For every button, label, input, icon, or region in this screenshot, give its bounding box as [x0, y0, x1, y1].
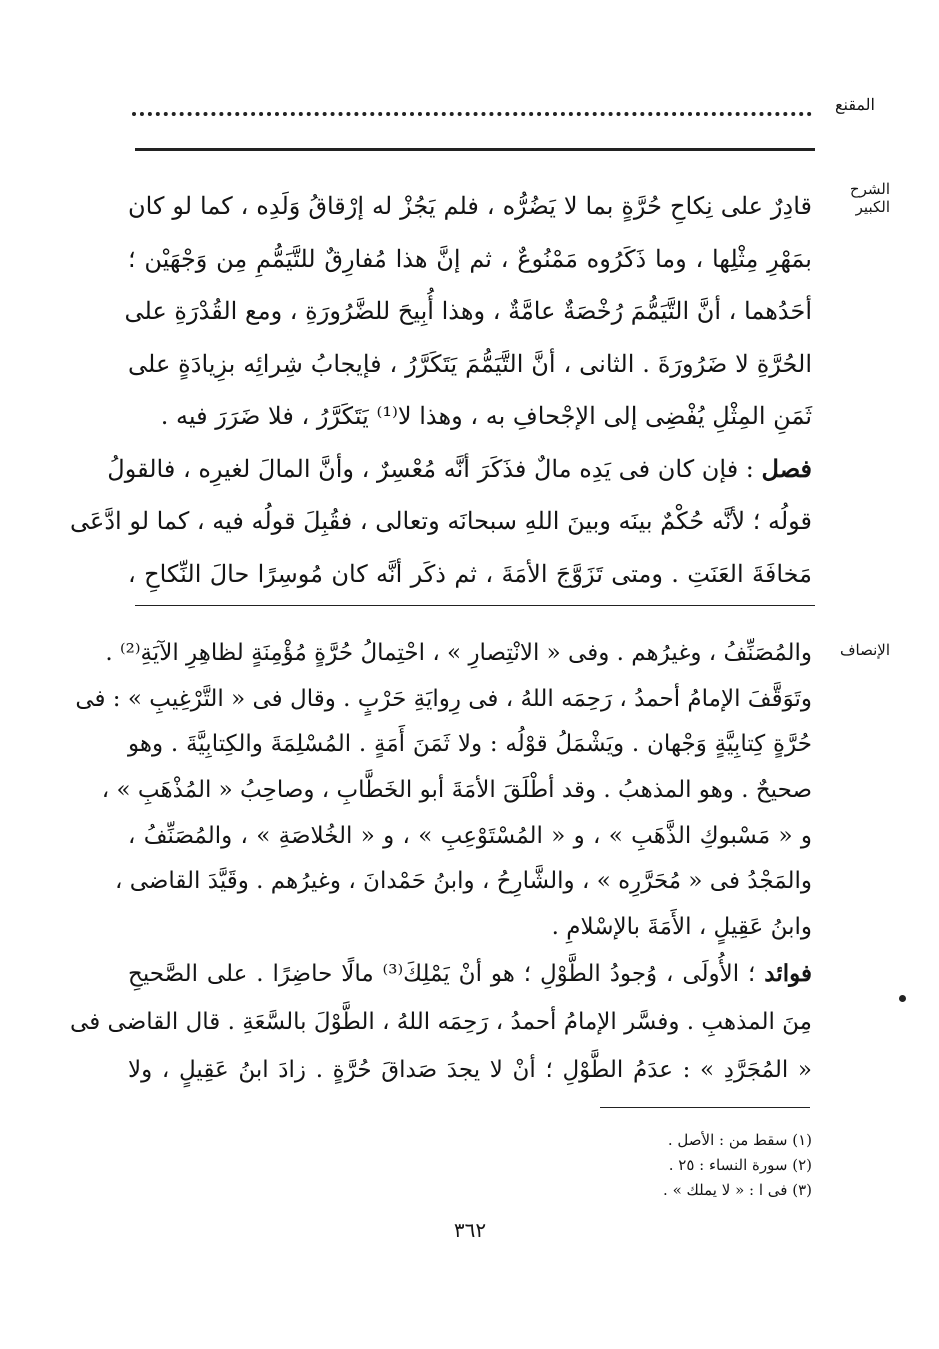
footnote-rule — [600, 1107, 810, 1108]
sharh-text — [70, 180, 812, 600]
text-line: والمُصَنِّفُ ، وغيرُهم . وفى « الانْتِصارِ » ، احْتِمالُ حُرَّةٍ مُؤْمِنَةٍ لظاهِرِ الآيَةِ⁽²⁾ . — [105, 640, 812, 666]
fawaid-line — [128, 950, 812, 998]
text-line: أحَدُهما ، أنَّ التَّيَمُّمَ رُخْصَةٌ عامَّةٌ ، وهذا أُبِيحَ للضَّرُورَةِ ، ومع القُدْرَةِ على — [124, 297, 812, 325]
fawaid-text: ؛ الأُولَى ، وُجودُ الطَّوْلِ ؛ هو أنْ يَمْلِكَ⁽³⁾ مالًا حاضِرًا . على الصَّحيحِ — [128, 961, 765, 987]
fasl-line — [107, 443, 812, 496]
fawaid-text — [70, 950, 813, 1094]
text-line: والمَجْدُ فى « مُحَرَّرِه » ، والشَّارِحُ ، وابنُ حَمْدانَ ، وغيرُهم . وقَيَّدَ القاضى ، — [114, 868, 812, 895]
text-line: صحيحٌ . وهو المذهبُ . وقد أطْلَقَ الأمَةَ أبو الخَطَّابِ ، وصاحِبُ « المُذْهَبِ » ، — [101, 777, 812, 804]
book-title: المقنع — [834, 95, 875, 114]
text-line: قادِرٌ على نِكاحِ حُرَّةٍ بما لا يَضُرُّه ، فلم يَجُزْ له إرْقاقُ وَلَدِه ، كما لو كان — [128, 192, 812, 220]
text-line: مَخافَةَ العَنَتِ . ومتى تَزَوَّجَ الأمَةَ ، ثم ذكَر أنَّه كان مُوسِرًا حالَ النِّكاحِ ، — [128, 559, 812, 588]
text-line: قولُه ؛ لأنَّه حُكْمٌ بينَه وبينَ اللهِ سبحانَه وتعالى ، فقُبِلَ قولُه فيه ، كما لو ادَّعَى — [70, 507, 812, 535]
insaf-text — [75, 631, 812, 951]
text-line: « المُجَرَّدِ » : عدَمُ الطَّوْلِ ؛ أنْ لا يجدَ صَداقَ حُرَّةٍ . زادَ ابنُ عَقِيلٍ ، ولا — [128, 1057, 812, 1083]
text-line: وابنُ عَقِيلٍ ، الأَمَةَ بالإسْلامِ . — [551, 914, 812, 941]
text-line: ثَمَنِ المِثْلِ يُفْضِى إلى الإجْحافِ به ، وهذا لا⁽¹⁾ يَتَكَرَّرُ ، فلا ضَرَرَ فيه . — [160, 402, 812, 430]
fasl-heading: فصل — [761, 453, 812, 483]
text-line: الحُرَّةِ لا ضَرُورَةَ . الثانى ، أنَّ التَّيَمُّمَ يَتَكَرَّرُ ، فإيجابُ شِرائِه بزِيادَةٍ على — [128, 349, 812, 378]
text-line: حُرَّةٍ كِتابِيَّةٍ وَجْهان . ويَشْمَلُ قوْلُه : ولا ثَمَنَ أَمَةٍ . المُسْلِمَةَ والكِتابِيَّةَ . وهو — [128, 731, 812, 758]
section-label-sharh: الشرح الكبير — [849, 180, 890, 216]
footnote: (٢) سورة النساء : ٢٥ . — [668, 1156, 812, 1174]
section-label-insaf: الإنصاف — [839, 641, 890, 659]
margin-mark — [899, 995, 906, 1002]
fasl-text: : فإن كان فى يَدِه مالٌ فذَكَرَ أنَّه مُعْسِرٌ ، وأنَّ المالَ لغيرِه ، فالقولُ — [107, 454, 762, 483]
text-line: مِنَ المذهبِ . وفسَّر الإمامُ أحمدُ ، رَحِمَه اللهُ ، الطَّوْلَ بالسَّعَةِ . قال القاضى فى — [70, 1009, 812, 1035]
page-number: ٣٦٢ — [453, 1218, 487, 1242]
fawaid-heading: فوائد — [764, 960, 813, 987]
text-line: وتَوَقَّفَ الإمامُ أحمدُ ، رَحِمَه اللهُ ، فى رِوايَةِ حَرْبٍ . وقال فى « التَّرْغِيبِ » : فى — [75, 685, 812, 712]
section-divider — [135, 605, 815, 606]
header-rule — [135, 148, 815, 151]
text-line: و « مَسْبوكِ الذَّهَبِ » ، و « المُسْتَوْعِبِ » ، و « الخُلاصَةِ » ، والمُصَنِّفُ ، — [128, 822, 812, 849]
footnote: (٣) فى ا : « لا يملك » . — [663, 1181, 812, 1199]
text-line: بمَهْرِ مِثْلِها ، وما ذَكَرُوه مَمْنُوعٌ ، ثم إنَّ هذا مُفارِقٌ للتَّيَمُّمِ مِن وَجْهَيْن ؛ — [128, 244, 812, 273]
footnote: (١) سقط من : الأصل . — [667, 1131, 812, 1149]
footnotes — [500, 1128, 812, 1203]
header-dotted-rule — [132, 112, 812, 116]
